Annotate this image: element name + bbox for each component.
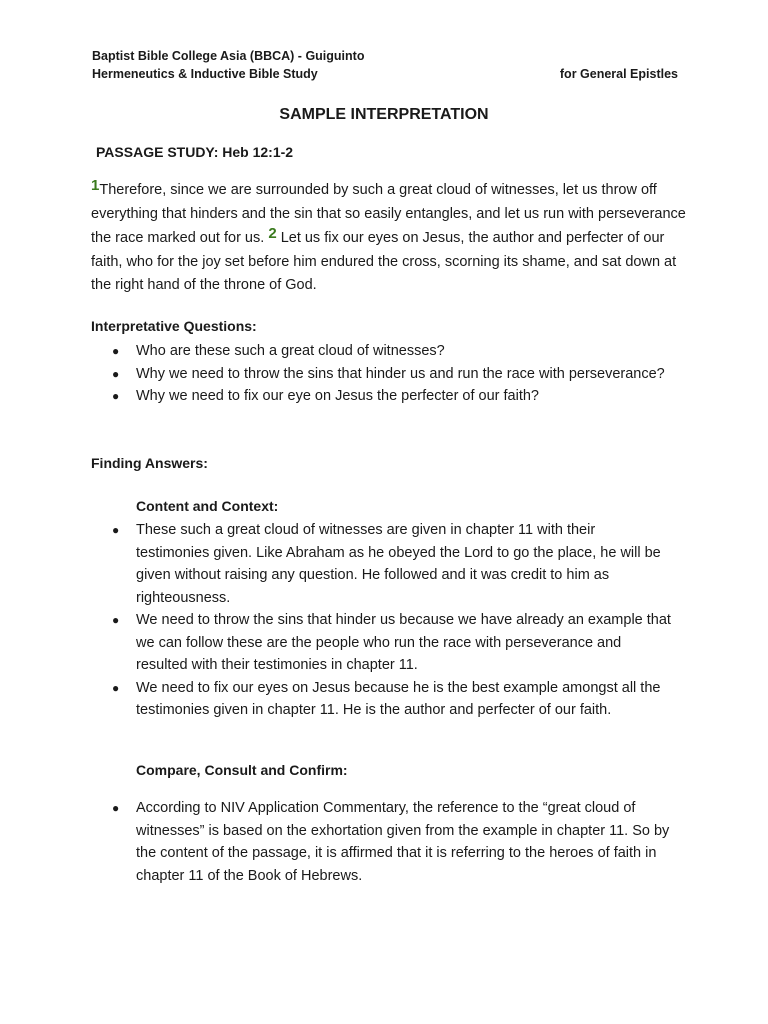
bullet-icon: ●: [112, 344, 120, 358]
header-course-scope: for General Epistles: [559, 67, 678, 81]
verse-number-1: 1: [91, 177, 100, 194]
list-item: ● Why we need to throw the sins that hinder us and run the race with perseverance?: [112, 363, 672, 386]
list-item: ● According to NIV Application Commentary, the reference to the “great cloud of witnesses” is based on the exhortation given from the example in chapter 11. So by the content of the passage, it is affirmed that it is referring to the heroes of faith in chapter 11 of the Book of Hebrews.: [112, 797, 672, 887]
list-item: ● We need to fix our eyes on Jesus because he is the best example amongst all the testimonies given in chapter 11. He is the author and perfecter of our faith.: [112, 677, 672, 722]
header-course: Hermeneutics & Inductive Bible Study: [92, 67, 318, 81]
interpretative-questions-list: [112, 340, 672, 408]
list-item: ● These such a great cloud of witnesses are given in chapter 11 with their testimonies given. Like Abraham as he obeyed the Lord to go the place, he will be given without raising any question. He followed and it was credit to him as righteousness.: [112, 519, 672, 609]
content-context-heading: Content and Context:: [136, 498, 279, 514]
verse-1-text: Therefore, since we are surrounded by such a great cloud of witnesses, let us throw off everything that hinders and the sin that so easily entangles, and let us run with perseverance the race marked out for us.: [91, 182, 686, 246]
passage-study-label: PASSAGE STUDY: Heb 12:1-2: [96, 144, 294, 160]
verse-2-text: Let us fix our eyes on Jesus, the author and perfecter of our faith, who for the joy set before him endured the cross, scorning its shame, and sat down at the right hand of the throne of God.: [91, 230, 677, 293]
verse-number-2: 2: [268, 225, 277, 242]
list-item: ● Who are these such a great cloud of witnesses?: [112, 340, 672, 363]
compare-consult-heading: Compare, Consult and Confirm:: [136, 762, 348, 778]
content-context-list: [112, 519, 672, 722]
header-institution: Baptist Bible College Asia (BBCA) - Guiguinto: [92, 49, 365, 63]
list-item: ● We need to throw the sins that hinder us because we have already an example that we can follow these are the people who run the race with perseverance and resulted with their testimonies in chapter 11.: [112, 609, 672, 677]
bullet-icon: ●: [112, 523, 120, 537]
page-title: SAMPLE INTERPRETATION: [279, 106, 489, 123]
bullet-icon: ●: [112, 801, 120, 815]
bullet-icon: ●: [112, 389, 120, 403]
list-item: ● Why we need to fix our eye on Jesus the perfecter of our faith?: [112, 385, 672, 408]
finding-answers-heading: Finding Answers:: [91, 455, 208, 471]
interpretative-questions-heading: Interpretative Questions:: [91, 318, 257, 334]
passage-text: [91, 178, 691, 298]
bullet-icon: ●: [112, 680, 120, 695]
bullet-icon: ●: [112, 613, 120, 627]
bullet-icon: ●: [112, 366, 120, 381]
compare-consult-list: [112, 797, 672, 887]
